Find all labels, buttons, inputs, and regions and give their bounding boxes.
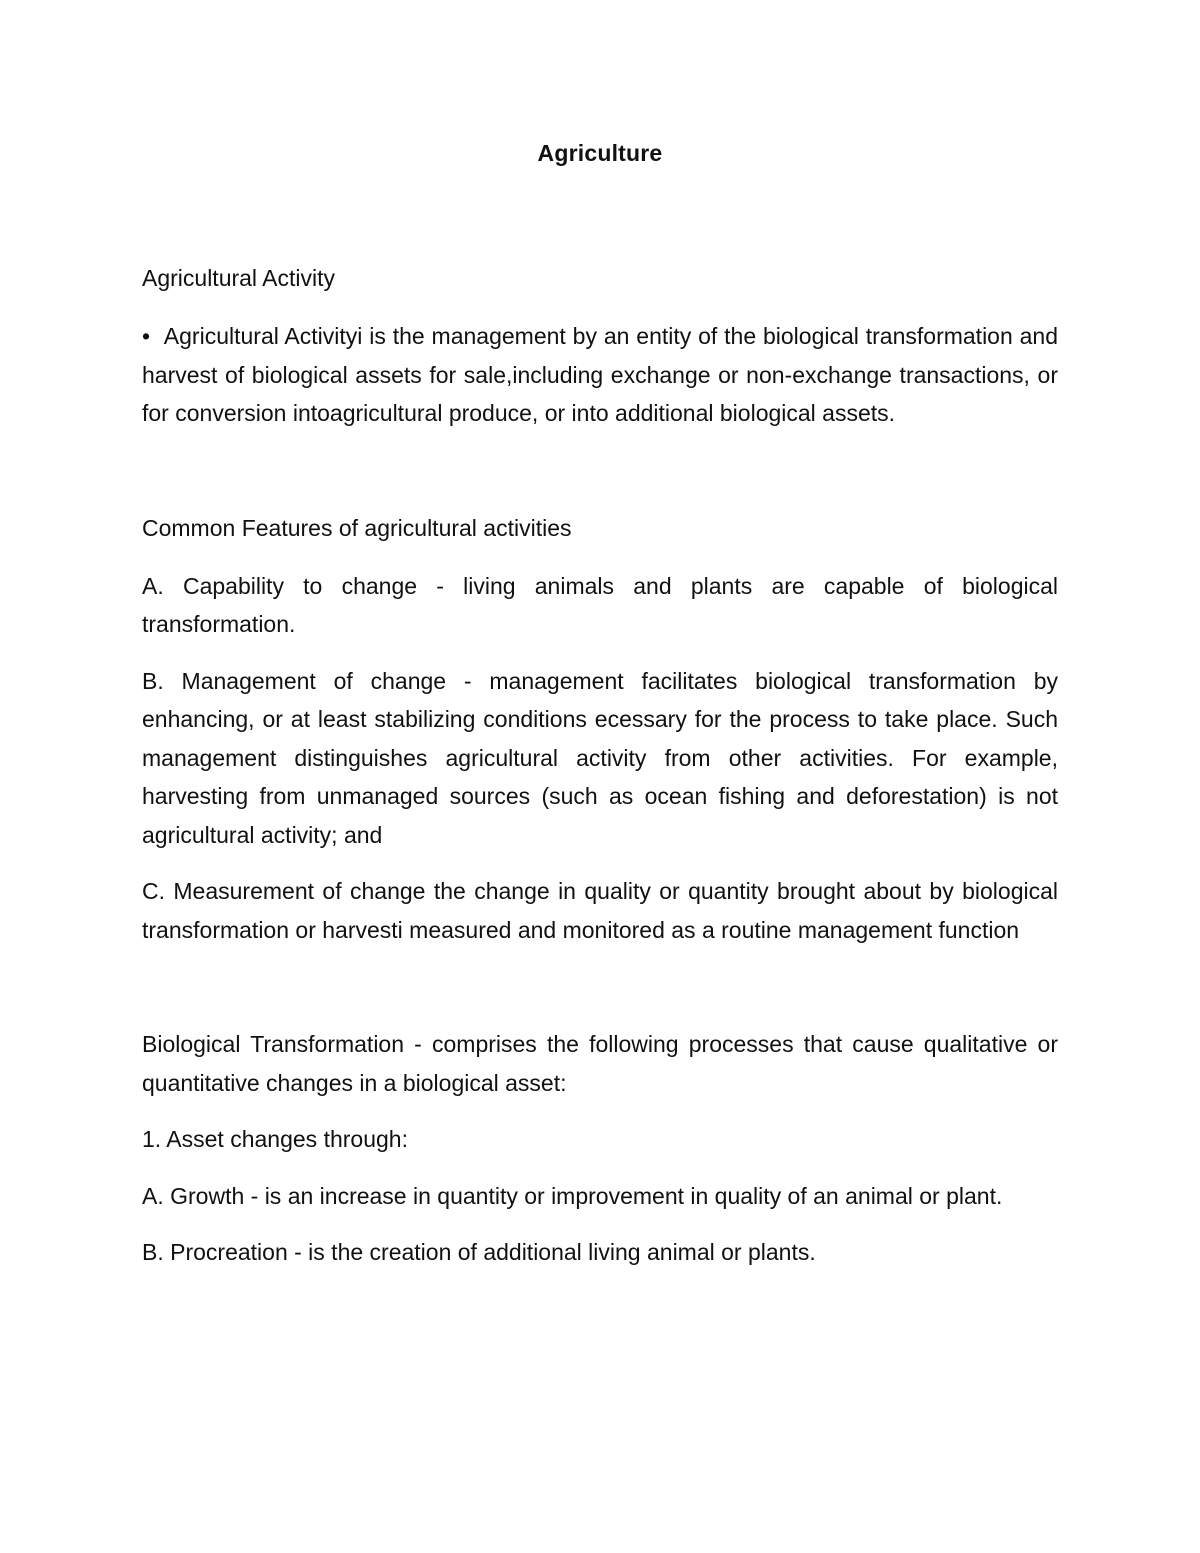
asset-changes-subheading: 1. Asset changes through: (142, 1126, 408, 1152)
spacer (142, 451, 1058, 509)
section-agricultural-activity (142, 259, 1058, 433)
section-biological-transformation (142, 1025, 1058, 1272)
feature-item-c: C. Measurement of change the change in quality or quantity brought about by biological transformation or harvesti measured and monitored as a routine management function (142, 878, 1058, 943)
section-heading-common-features: Common Features of agricultural activities (142, 514, 572, 541)
bullet-icon: • (142, 323, 151, 349)
document-title: Agriculture (537, 140, 663, 166)
paragraph-text: Agricultural Activityi is the management by an entity of the biological transformation and harvest of biological assets for sale,including exchange or non-exchange transactions, or for conversion intoagricultural produce, or into additional biological assets. (142, 323, 1058, 426)
section-heading-agricultural-activity: Agricultural Activity (142, 265, 336, 291)
bullet-paragraph-agricultural-activity (142, 317, 1058, 433)
feature-item-b: B. Management of change - management facilitates biological transformation by enhancing, or at least stabilizing conditions ecessary for the process to take place. Such management distinguishes agricultural activity from other activities. For example, harvesting from unmanaged sources (such as ocean fishing and deforestation) is not agricultural activity; and (142, 667, 1058, 848)
document-page (142, 140, 1058, 1290)
spacer (142, 967, 1058, 1025)
section-common-features (142, 509, 1058, 950)
feature-item-a: A. Capability to change - living animals and plants are capable of biological transformation. (142, 572, 1058, 637)
change-item-growth: A. Growth - is an increase in quantity or improvement in quality of an animal or plant. (142, 1182, 1003, 1209)
biological-transformation-intro: Biological Transformation - comprises the following processes that cause qualitative or quantitative changes in a biological asset: (142, 1031, 1058, 1096)
change-item-procreation: B. Procreation - is the creation of additional living animal or plants. (142, 1239, 816, 1265)
